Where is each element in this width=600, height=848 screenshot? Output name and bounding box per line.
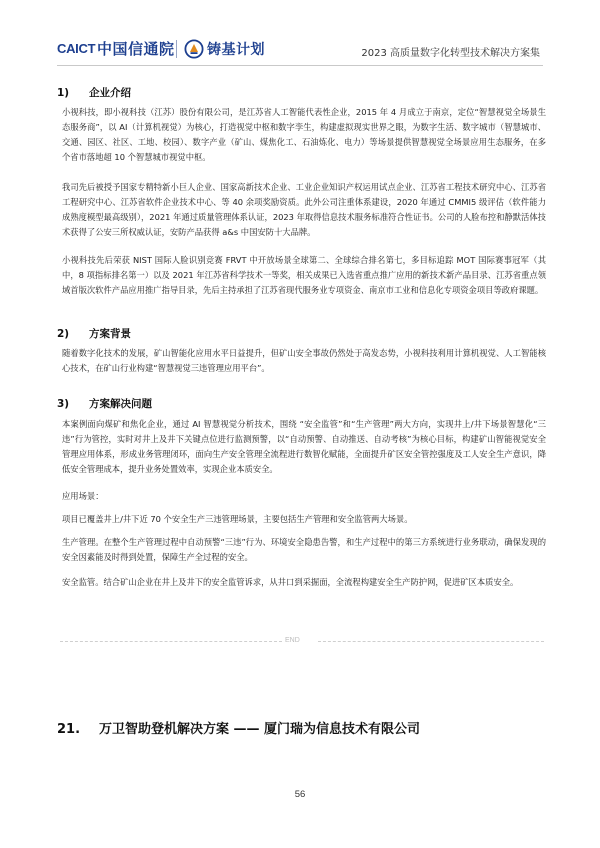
paragraph: 安全监管。结合矿山企业在井上及井下的安全监管诉求，从井口到采掘面，全流程构建安全生产防护网，促进矿区本质安全。 xyxy=(62,577,519,587)
paragraph: 项目已覆盖井上/井下近 70 个安全生产三违管理场景，主要包括生产管理和安全监管两大场景。 xyxy=(62,514,413,524)
paragraph: 小视科技先后荣获 NIST 国际人脸识别竞赛 FRVT 中开放场景全球第二、全球综合排名第七，多目标追踪 MOT 国际赛事冠军（其中，8 项指标排名第一）以及 2021 年江苏省科学技术一等奖，相关成果已入选省重点推广应用的新技术新产品目录、江苏省重点领域首版次软件产品应用推广指导目录，先后主持承担了江苏省现代服务业专项资金、南京市工业和信息化专项资金项目等政府课题。 xyxy=(62,255,546,295)
paragraph: 应用场景： xyxy=(62,491,104,501)
document-title: 2023 高质量数字化转型技术解决方案集 xyxy=(361,48,540,59)
paragraph: 我司先后被授予国家专精特新小巨人企业、国家高新技术企业、工业企业知识产权运用试点企业、江苏省工程技术研究中心、江苏省工程研究中心、江苏省软件企业技术中心、等 40 余项奖励资质。此外公司注重体系建设，2020 年通过 CMMI5 级评估（软件能力成熟度模型最高级别），2021 年通过质量管理体系认证，2023 年取得信息技术服务标准符合性证书。公司的人脸布控和静默活体技术获得了公安三所权威认证，安防产品获得 a&s 中国安防十大品牌。 xyxy=(62,182,546,237)
section-title: 方案背景 xyxy=(89,328,131,340)
zhuji-emblem-icon xyxy=(184,39,204,59)
paragraph: 本案例面向煤矿和焦化企业，通过 AI 智慧视觉分析技术，围绕 “安全监管”和“生产管理”两大方向，实现井上/井下场景智慧化“三违”行为管控，实时对井上及井下关键点位进行监测预警，以“自动预警、自动推送、自动考核”为核心目标，构建矿山智能视觉安全管理应用体系，形成业务管理闭环，面向生产安全管理全流程进行数智化赋能，全面提升矿区安全管控强度及工人安全生产意识，降低安全管理成本，提升业务处置效率，实现企业本质安全。 xyxy=(62,419,546,474)
end-divider-left-dash xyxy=(60,641,282,642)
caict-logo: CAICT xyxy=(57,41,96,56)
paragraph: 随着数字化技术的发展，矿山智能化应用水平日益提升，但矿山安全事故仍然处于高发态势，小视科技利用计算机视觉、人工智能核心技术，在矿山行业构建“智慧视觉三违管理应用平台”。 xyxy=(62,348,546,373)
end-divider-right-dash xyxy=(318,641,544,642)
paragraph: 生产管理。在整个生产管理过程中自动预警“三违”行为、环境安全隐患告警，和生产过程中的第三方系统进行业务联动，确保发现的安全因素能及时得到处置，保障生产全过程的安全。 xyxy=(62,537,546,562)
end-divider xyxy=(60,637,544,647)
next-chapter-heading xyxy=(57,718,420,737)
zhuji-plan-logo-text: 铸基计划 xyxy=(207,42,265,58)
section-heading xyxy=(57,326,131,341)
paragraph: 小视科技，即小视科技（江苏）股份有限公司，是江苏省人工智能代表性企业，2015 年 4 月成立于南京，定位“智慧视觉全场景生态服务商”，以 AI（计算机视觉）为核心，打造视觉中枢和数字孪生，构建虚拟现实世界之眼，为数字生活、数字城市（智慧城市、交通、园区、社区、工地、校园）、数字产业（矿山、煤焦化工、石油炼化、电力）等场景提供智慧视觉全场景应用生态服务，在多个省市落地超 10 个智慧城市视觉中枢。 xyxy=(62,107,546,162)
chapter-title: 万卫智助登机解决方案 —— 厦门瑞为信息技术有限公司 xyxy=(99,722,421,737)
section-title: 方案解决问题 xyxy=(89,398,152,410)
section-number: 3) xyxy=(57,398,70,410)
section-number: 1) xyxy=(57,87,70,99)
section-number: 2) xyxy=(57,328,70,340)
logo-divider xyxy=(176,40,177,58)
page-header xyxy=(0,0,600,68)
page-number: 56 xyxy=(294,789,306,800)
section-heading xyxy=(57,85,131,100)
header-divider xyxy=(57,65,543,66)
section-title: 企业介绍 xyxy=(89,87,131,99)
end-marker: END xyxy=(285,637,300,644)
section-heading xyxy=(57,396,152,411)
chapter-number: 21. xyxy=(57,722,81,737)
caict-chinese-name: 中国信通院 xyxy=(97,40,175,58)
